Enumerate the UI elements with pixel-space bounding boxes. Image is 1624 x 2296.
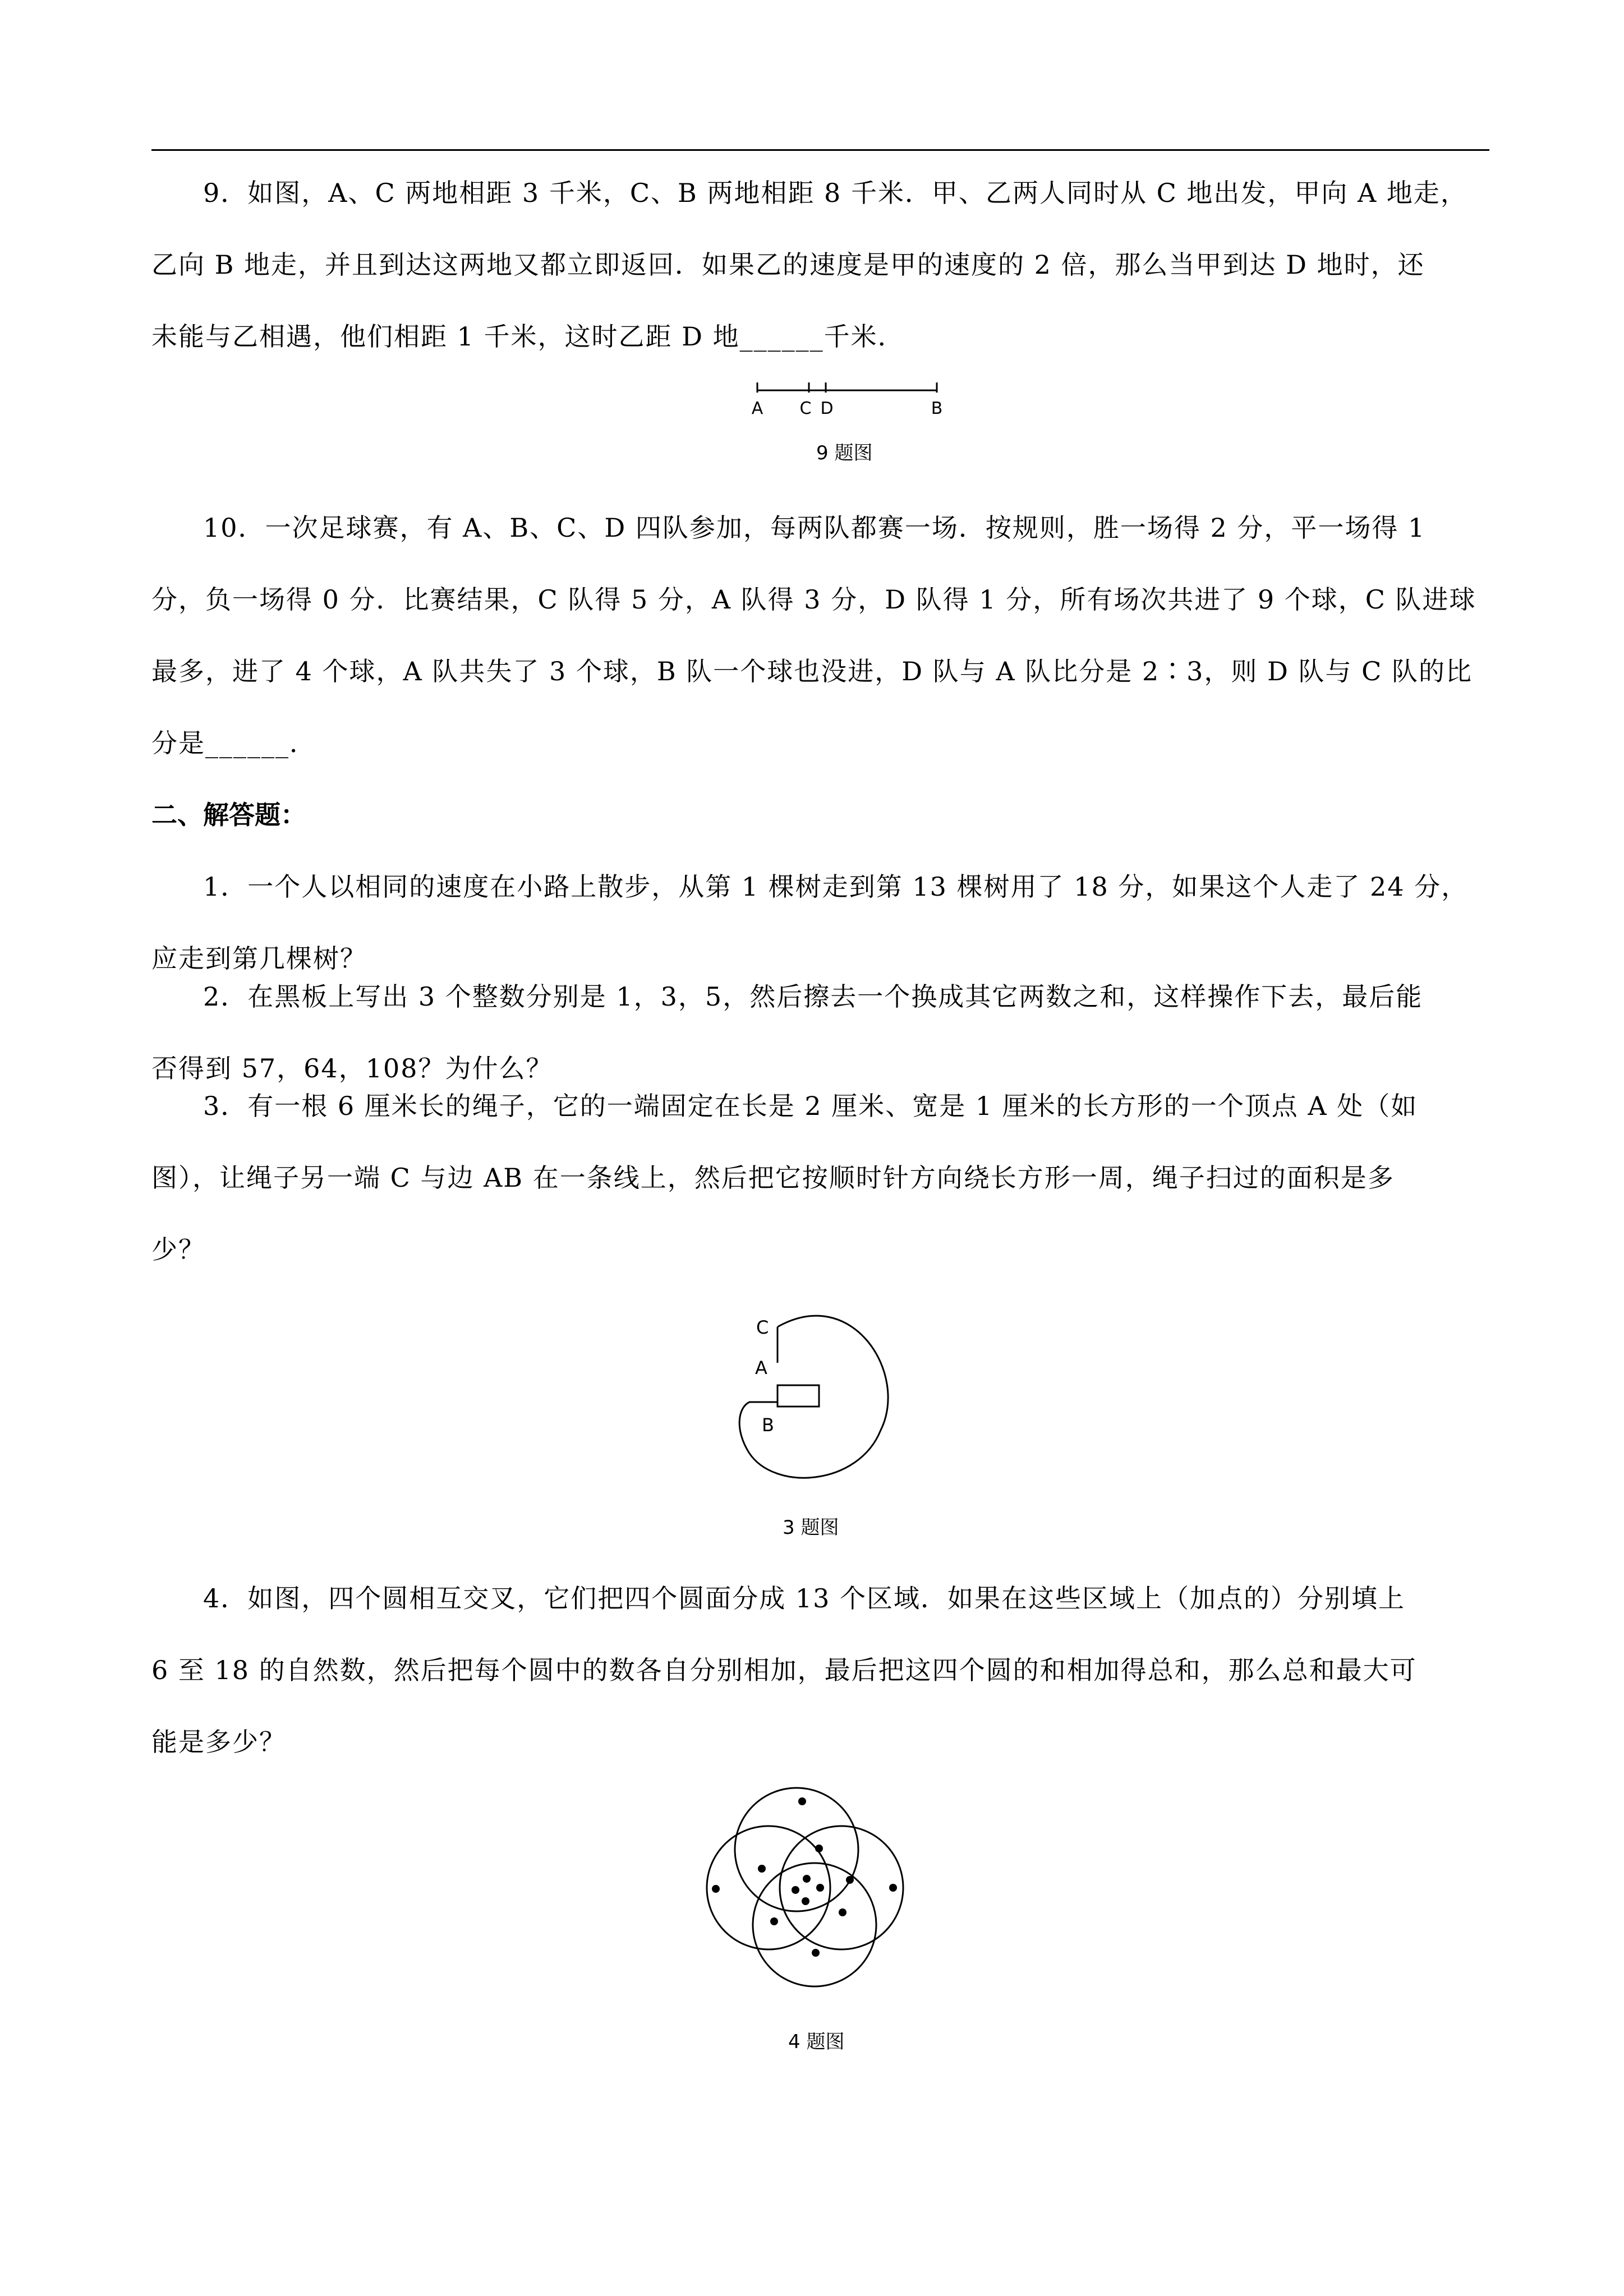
- s1-line-1: 1．一个人以相同的速度在小路上散步，从第 1 棵树走到第 13 棵树用了 18 分，如果这个人走了 24 分，: [203, 872, 1469, 902]
- s3-label-b: B: [762, 1414, 774, 1436]
- question-10: [151, 492, 1489, 779]
- s2-line-2: 否得到 57，64，108？为什么？: [151, 1053, 553, 1084]
- q10-line-1: 10．一次足球赛，有 A、B、C、D 四队参加，每两队都赛一场．按规则，胜一场得 2 分，平一场得 1: [203, 513, 1426, 543]
- q10-line-2: 分，负一场得 0 分．比赛结果，C 队得 5 分，A 队得 3 分，D 队得 1 分，所有场次共进了 9 个球，C 队进球: [151, 584, 1476, 615]
- s4-line-2: 6 至 18 的自然数，然后把每个圆中的数各自分别相加，最后把这四个圆的和相加得总和，那么总和最大可: [151, 1655, 1417, 1685]
- region-dots: [712, 1797, 897, 1957]
- s4-figure-caption: 4 题图: [788, 2031, 845, 2053]
- q9-line-1: 9．如图，A、C 两地相距 3 千米，C、B 两地相距 8 千米．甲、乙两人同时从 C 地出发，甲向 A 地走，: [203, 178, 1467, 208]
- q9-label-b: B: [931, 399, 943, 418]
- s4-line-1: 4．如图，四个圆相互交叉，它们把四个圆面分成 13 个区域．如果在这些区域上（加点的）分别填上: [203, 1583, 1406, 1613]
- s3-label-a: A: [755, 1357, 767, 1378]
- q9-label-a: A: [751, 399, 763, 418]
- q10-line-3: 最多，进了 4 个球，A 队共失了 3 个球，B 队一个球也没进，D 队与 A 队比分是 2∶3，则 D 队与 C 队的比: [151, 656, 1473, 686]
- q9-line-2: 乙向 B 地走，并且到达这两地又都立即返回．如果乙的速度是甲的速度的 2 倍，那么当甲到达 D 地时，还: [151, 250, 1425, 280]
- q9-label-d: D: [820, 399, 834, 418]
- section-heading: 二、解答题：: [151, 800, 306, 830]
- s3-figure-rope-rectangle: [724, 1307, 903, 1503]
- header-rule: [151, 149, 1489, 151]
- s3-figure-caption: 3 题图: [783, 1516, 839, 1539]
- circle-bottom: [753, 1863, 876, 1986]
- s3-label-c: C: [756, 1317, 769, 1338]
- s4-line-3: 能是多少？: [151, 1727, 286, 1757]
- q9-figure-caption: 9 题图: [816, 442, 873, 464]
- q9-figure-line-segment: [740, 370, 954, 432]
- solve-question-4: [151, 1562, 1489, 1778]
- s1-line-2: 应走到第几棵树？: [151, 943, 367, 974]
- s3-line-3: 少？: [151, 1234, 205, 1265]
- s2-line-1: 2．在黑板上写出 3 个整数分别是 1，3，5，然后擦去一个换成其它两数之和，这样操作下去，最后能: [203, 981, 1423, 1012]
- solve-question-3: [151, 1070, 1489, 1285]
- q10-line-4: 分是______．: [151, 728, 316, 758]
- q9-label-c: C: [799, 399, 812, 418]
- s3-line-1: 3．有一根 6 厘米长的绳子，它的一端固定在长是 2 厘米、宽是 1 厘米的长方形的一个顶点 A 处（如: [203, 1091, 1418, 1121]
- q9-line-3: 未能与乙相遇，他们相距 1 千米，这时乙距 D 地______千米．: [151, 321, 905, 352]
- s3-line-2: 图），让绳子另一端 C 与边 AB 在一条线上，然后把它按顺时针方向绕长方形一周，绳子扫过的面积是多: [151, 1163, 1395, 1193]
- circle-left: [707, 1826, 830, 1949]
- s4-figure-four-circles: [696, 1778, 931, 2013]
- question-9: [151, 157, 1489, 372]
